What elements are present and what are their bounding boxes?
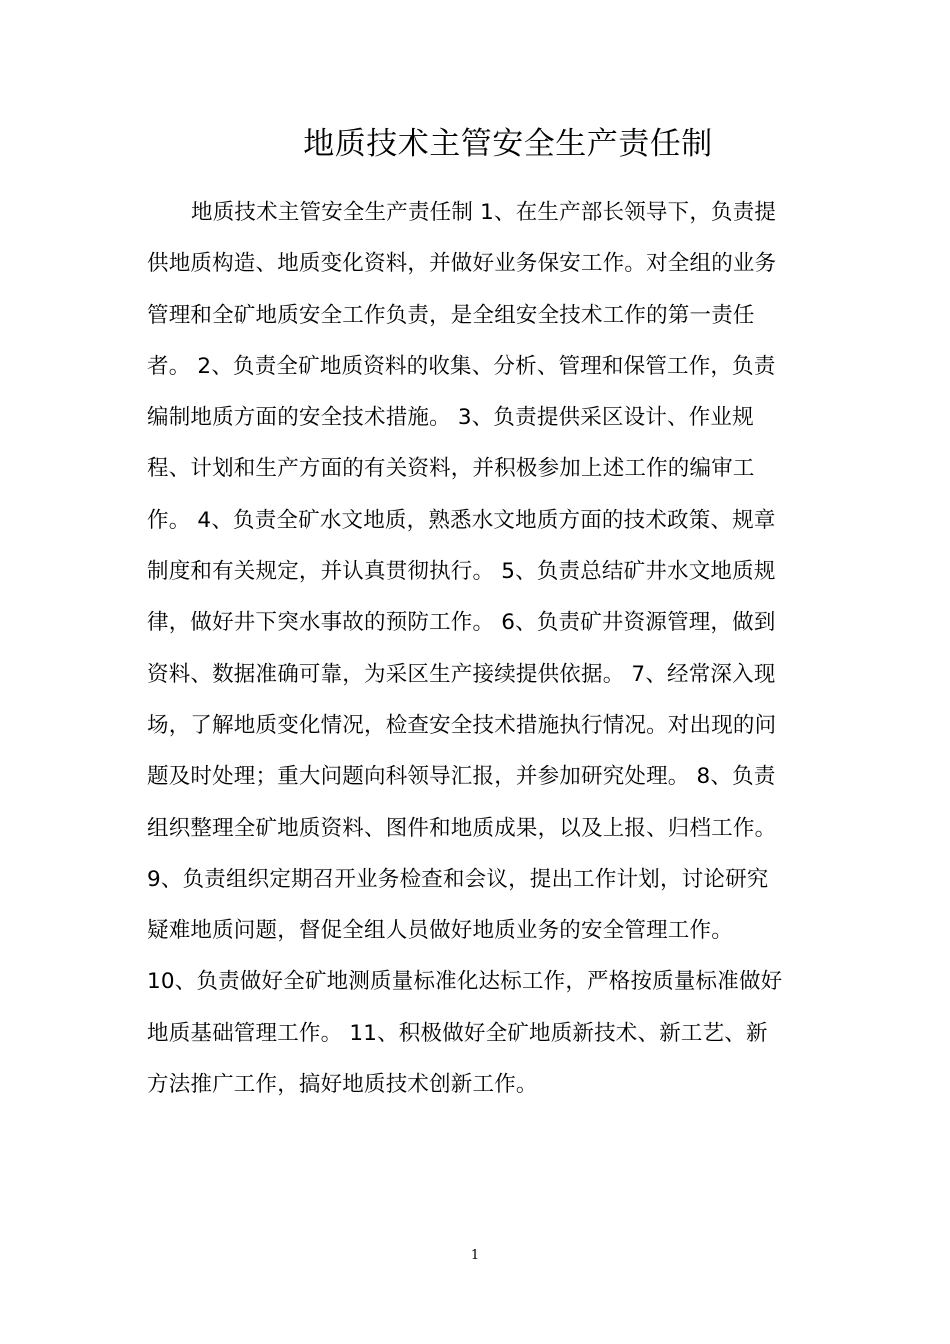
body-line: 管理和全矿地质安全工作负责，是全组安全技术工作的第一责任 xyxy=(147,302,755,328)
body-line: 律，做好井下突水事故的预防工作。 6、负责矿井资源管理，做到 xyxy=(147,610,776,636)
body-line: 作。 4、负责全矿水文地质，熟悉水文地质方面的技术政策、规章 xyxy=(147,507,776,533)
body-line: 地质基础管理工作。 11、积极做好全矿地质新技术、新工艺、新 xyxy=(147,1020,768,1046)
body-line: 疑难地质问题，督促全组人员做好地质业务的安全管理工作。 xyxy=(147,918,733,944)
document-body xyxy=(147,187,801,1110)
body-line: 组织整理全矿地质资料、图件和地质成果，以及上报、归档工作。 xyxy=(147,815,777,841)
body-line: 场，了解地质变化情况，检查安全技术措施执行情况。对出现的问 xyxy=(147,712,777,738)
body-line: 资料、数据准确可靠，为采区生产接续提供依据。 7、经常深入现 xyxy=(147,661,776,687)
body-line: 程、计划和生产方面的有关资料，并积极参加上述工作的编审工 xyxy=(147,456,755,482)
body-line: 10、负责做好全矿地测质量标准化达标工作，严格按质量标准做好 xyxy=(147,969,783,995)
body-line: 制度和有关规定，并认真贯彻执行。 5、负责总结矿井水文地质规 xyxy=(147,559,776,585)
body-line: 9、负责组织定期召开业务检查和会议，提出工作计划，讨论研究 xyxy=(147,866,769,892)
body-line: 方法推广工作，搞好地质技术创新工作。 xyxy=(147,1072,538,1098)
body-line: 题及时处理；重大问题向科领导汇报，并参加研究处理。 8、负责 xyxy=(147,764,776,790)
page-number: 1 xyxy=(470,1248,480,1263)
body-line: 者。 2、负责全矿地质资料的收集、分析、管理和保管工作，负责 xyxy=(147,353,776,379)
body-line: 编制地质方面的安全技术措施。 3、负责提供采区设计、作业规 xyxy=(147,405,754,431)
body-line: 供地质构造、地质变化资料，并做好业务保安工作。对全组的业务 xyxy=(147,251,777,277)
document-title: 地质技术主管安全生产责任制 xyxy=(303,126,713,162)
body-line: 地质技术主管安全生产责任制 1、在生产部长领导下，负责提 xyxy=(191,200,777,225)
